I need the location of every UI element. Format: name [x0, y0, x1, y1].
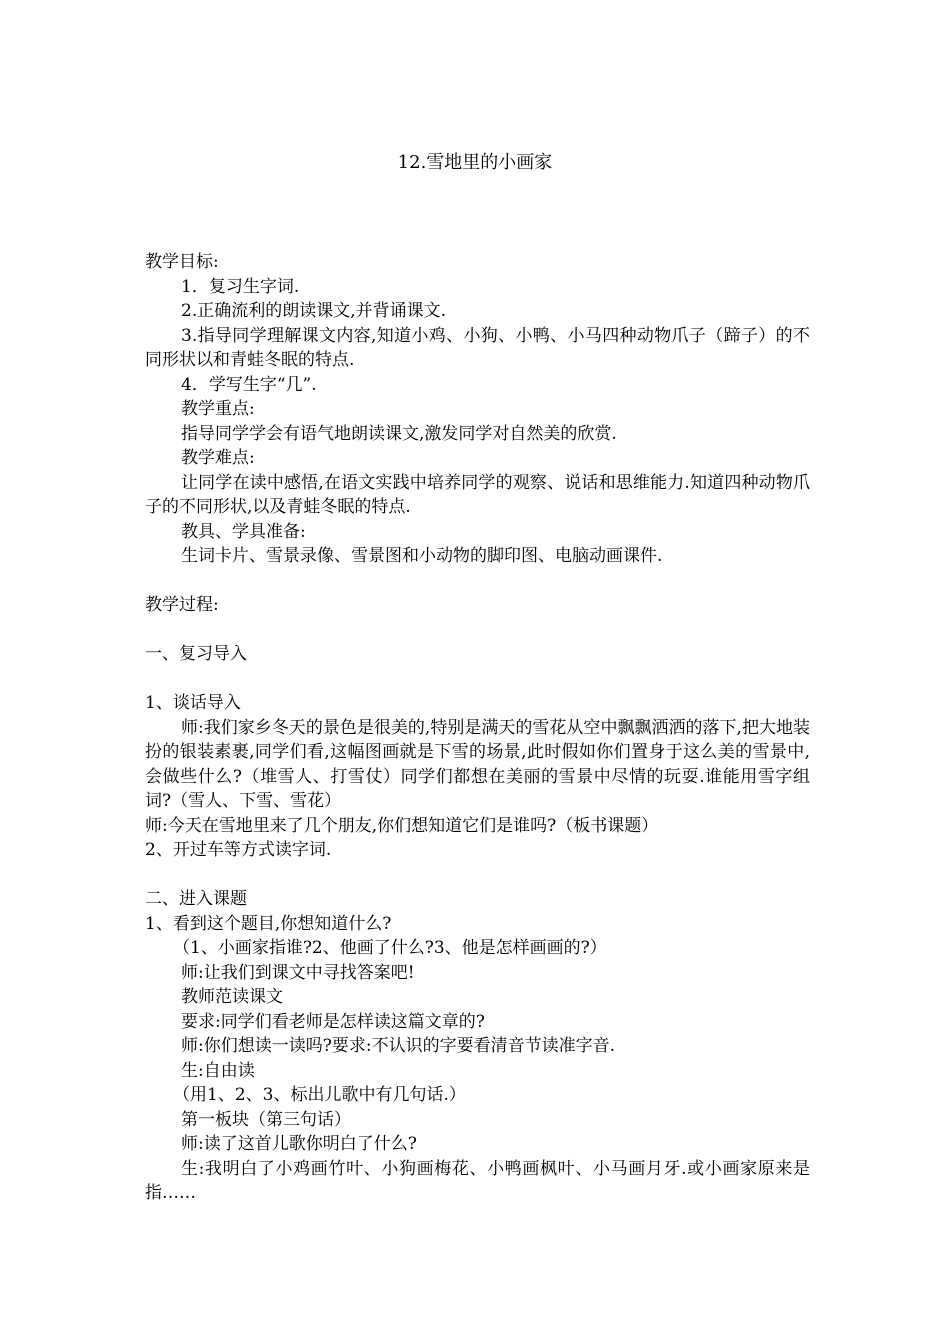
part1-sub2: 2、开过车等方式读字词. [145, 840, 332, 860]
part2-line: 师:读了这首儿歌你明白了什么? [181, 1134, 417, 1154]
goal-item: 2.正确流利的朗读课文,并背诵课文. [181, 301, 447, 321]
part2-line: 教师范读课文 [181, 987, 283, 1007]
teaching-process-heading: 教学过程: [145, 595, 219, 615]
goal-item: 4．学写生字“几”. [181, 374, 317, 395]
part1-heading: 一、复习导入 [145, 644, 247, 664]
part2-sub1: 1、看到这个题目,你想知道什么? [145, 913, 392, 934]
part2-line: 师:让我们到课文中寻找答案吧! [181, 962, 415, 983]
teaching-focus-text: 指导同学学会有语气地朗读课文,激发同学对自然美的欣赏. [181, 423, 617, 444]
document-body [145, 250, 810, 1206]
teaching-difficulty-text: 让同学在读中感悟,在语文实践中培养同学的观察、说话和思维能力.知道四种动物爪子的不同形状,以及青蛙冬眠的特点. [145, 472, 810, 517]
part1-paragraph-2: 师:今天在雪地里来了几个朋友,你们想知道它们是谁吗?（板书课题） [145, 815, 659, 836]
teaching-goals-heading: 教学目标: [145, 252, 219, 272]
goal-item: 1．复习生字词. [181, 276, 300, 297]
part1-paragraph: 师:我们家乡冬天的景色是很美的,特别是满天的雪花从空中飘飘洒洒的落下,把大地装扮的银装素裹,同学们看,这幅图画就是下雪的场景,此时假如你们置身于这么美的雪景中,会做些什么?（堆雪人、打雪仗）同学们都想在美丽的雪景中尽情的玩耍.谁能用雪字组词?（雪人、下雪、雪花） [145, 717, 810, 811]
teaching-difficulty-heading: 教学难点: [181, 448, 255, 468]
goal-item: 3.指导同学理解课文内容,知道小鸡、小狗、小鸭、小马四种动物爪子（蹄子）的不同形状以和青蛙冬眠的特点. [145, 325, 810, 370]
part2-line: （用1、2、3、标出儿歌中有几句话.） [173, 1085, 466, 1105]
part2-line: 师:你们想读一读吗?要求:不认识的字要看清音节读准字音. [181, 1036, 615, 1056]
part2-heading: 二、进入课题 [145, 889, 247, 909]
document-title: 12.雪地里的小画家 [397, 152, 553, 173]
part2-line: 第一板块（第三句话） [181, 1109, 351, 1130]
tools-text: 生词卡片、雪景录像、雪景图和小动物的脚印图、电脑动画课件. [181, 546, 663, 566]
part2-last-paragraph: 生:我明白了小鸡画竹叶、小狗画梅花、小鸭画枫叶、小马画月牙.或小画家原来是指…… [145, 1158, 810, 1203]
teaching-focus-heading: 教学重点: [181, 399, 255, 419]
part2-line: 生:自由读 [181, 1060, 255, 1081]
part1-sub1: 1、谈话导入 [145, 693, 241, 713]
part2-line: （1、小画家指谁?2、他画了什么?3、他是怎样画画的?） [173, 938, 607, 958]
tools-heading: 教具、学具准备: [181, 521, 306, 542]
part2-line: 要求:同学们看老师是怎样读这篇文章的? [181, 1011, 485, 1032]
